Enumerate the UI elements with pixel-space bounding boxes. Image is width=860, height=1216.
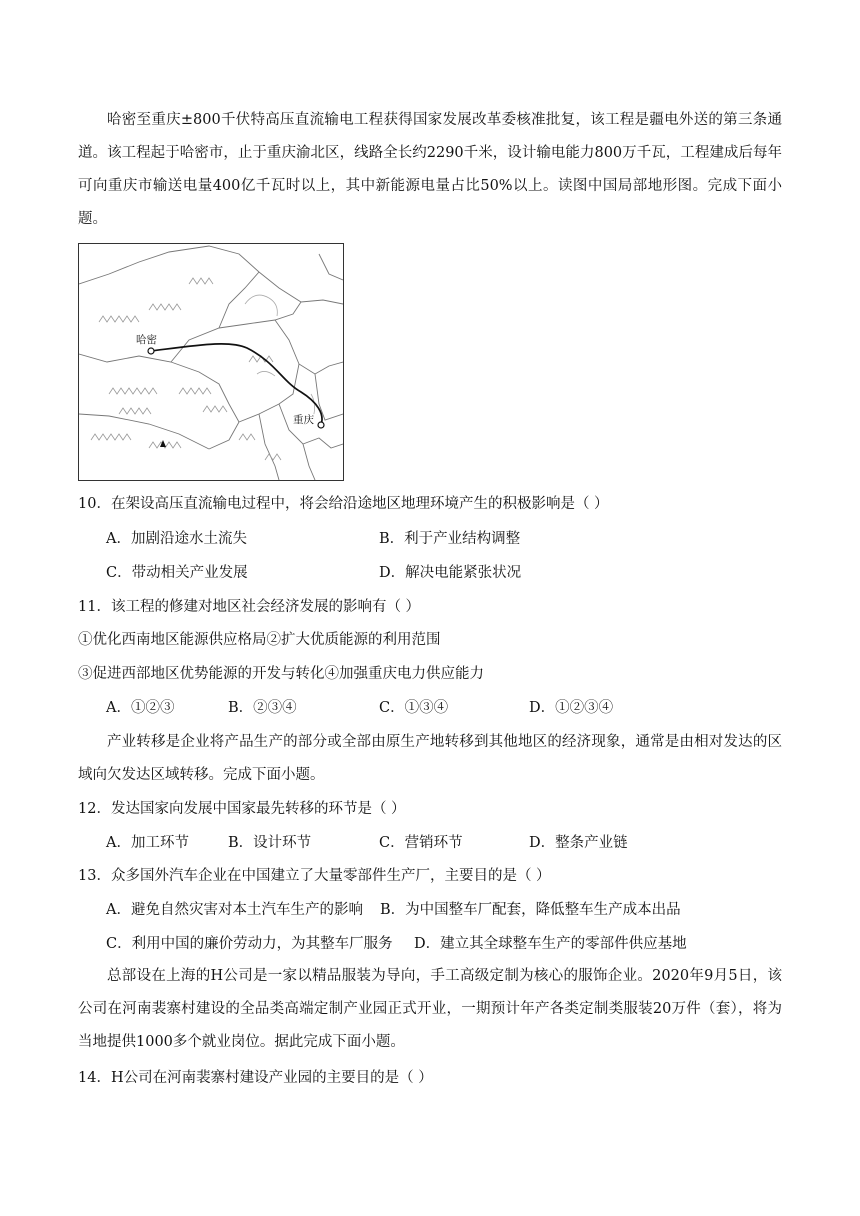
- q12-option-a[interactable]: A．加工环节: [106, 835, 189, 851]
- chongqing-point: [318, 422, 324, 428]
- q11-option-a[interactable]: A．①②③: [106, 700, 175, 716]
- q12-option-c[interactable]: C．营销环节: [379, 835, 463, 851]
- q13-option-b[interactable]: B．为中国整车厂配套，降低整车生产成本出品: [380, 902, 681, 918]
- q13-option-a[interactable]: A．避免自然灾害对本土汽车生产的影响: [106, 902, 363, 918]
- question-10-stem: 10．在架设高压直流输电过程中，将会给沿途地区地理环境产生的积极影响是（ ）: [78, 496, 609, 512]
- passage-industry-transfer: 产业转移是企业将产品生产的部分或全部由原生产地转移到其他地区的经济现象，通常是由相对发达的区域向欠发达区域转移。完成下面小题。: [78, 734, 782, 783]
- q11-statements-2: ③促进西部地区优势能源的开发与转化④加强重庆电力供应能力: [78, 666, 484, 682]
- label-chongqing: 重庆: [293, 414, 314, 426]
- q13-option-d[interactable]: D．建立其全球整车生产的零部件供应基地: [414, 936, 687, 952]
- q11-option-d[interactable]: D．①②③④: [529, 700, 614, 716]
- q10-option-c[interactable]: C．带动相关产业发展: [106, 565, 248, 581]
- passage-h-company: 总部设在上海的H公司是一家以精品服装为导向，手工高级定制为核心的服饰企业。2020年9月5日，该公司在河南裴寨村建设的全品类高端定制产业园正式开业，一期预计年产各类定制类服装20万件（套），将为当地提供1000多个就业岗位。据此完成下面小题。: [78, 968, 782, 1050]
- china-terrain-map: [78, 243, 344, 481]
- q12-option-d[interactable]: D．整条产业链: [529, 835, 628, 851]
- q10-option-b[interactable]: B．利于产业结构调整: [379, 531, 521, 547]
- question-12-stem: 12．发达国家向发展中国家最先转移的环节是（ ）: [78, 801, 406, 817]
- question-13-stem: 13．众多国外汽车企业在中国建立了大量零部件生产厂，主要目的是（ ）: [78, 868, 551, 884]
- transmission-line: [151, 344, 322, 425]
- map-graphic: [79, 244, 343, 480]
- q11-option-c[interactable]: C．①③④: [379, 700, 449, 716]
- hami-point: [148, 348, 154, 354]
- label-hami: 哈密: [136, 334, 157, 346]
- question-11-stem: 11．该工程的修建对地区社会经济发展的影响有（ ）: [78, 599, 421, 615]
- q11-statements-1: ①优化西南地区能源供应格局②扩大优质能源的利用范围: [78, 632, 441, 648]
- q11-option-b[interactable]: B．②③④: [228, 700, 297, 716]
- q12-option-b[interactable]: B．设计环节: [228, 835, 312, 851]
- passage-hami-chongqing: 哈密至重庆±800千伏特高压直流输电工程获得国家发展改革委核准批复，该工程是疆电外送的第三条通道。该工程起于哈密市，止于重庆渝北区，线路全长约2290千米，设计输电能力800万千瓦，工程建成后每年可向重庆市输送电量400亿千瓦时以上，其中新能源电量占比50%以上。读图中国局部地形图。完成下面小题。: [78, 112, 782, 227]
- q13-option-c[interactable]: C．利用中国的廉价劳动力，为其整车厂服务: [106, 936, 393, 952]
- question-14-stem: 14．H公司在河南裴寨村建设产业园的主要目的是（ ）: [78, 1070, 433, 1086]
- q10-option-a[interactable]: A．加剧沿途水土流失: [106, 531, 247, 547]
- q10-option-d[interactable]: D．解决电能紧张状况: [379, 565, 522, 581]
